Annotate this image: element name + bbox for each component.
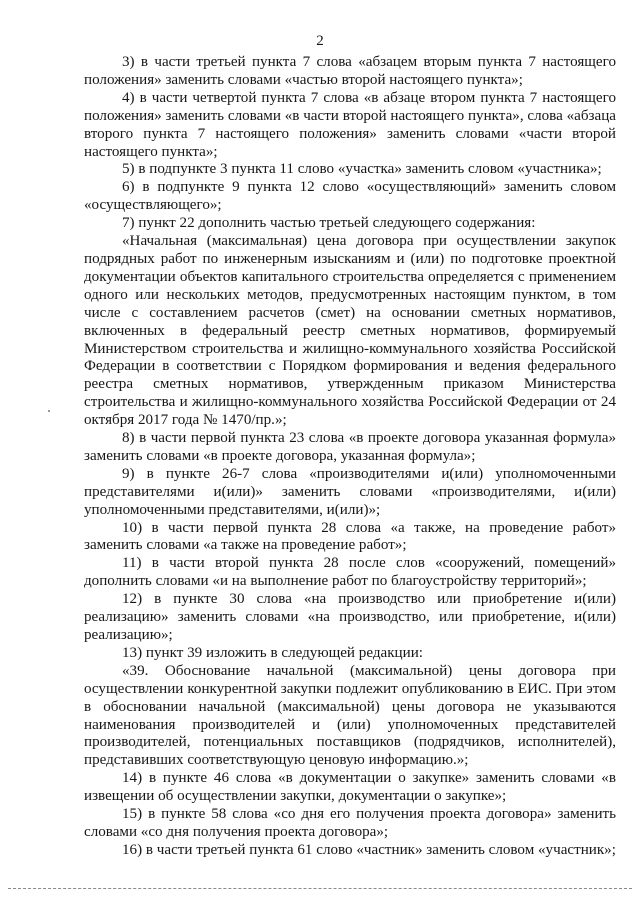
paragraph-item-9: 9) в пункте 26-7 слова «производителями и(или) уполномоченными представителями и(или)» заменить словами «производителями, и(или) уполномоченными представителями, и(или)»; [84, 465, 616, 518]
paragraph-item-6: 6) в подпункте 9 пункта 12 слово «осуществляющий» заменить словом «осуществляющего»; [84, 179, 616, 214]
paragraph-item-12: 12) в пункте 30 слова «на производство или приобретение и(или) реализацию» заменить словами «на производство, или приобретение, и(или) реализацию»; [84, 591, 616, 643]
paragraph-item-16: 16) в части третьей пункта 61 слово «частник» заменить словом «участник»; [122, 841, 616, 858]
paragraph-item-8: 8) в части первой пункта 23 слова «в проекте договора указанная формула» заменить словами «в проекте договора, указанная формула»; [84, 430, 616, 464]
paragraph-item-7: 7) пункт 22 дополнить частью третьей следующего содержания: [122, 215, 536, 232]
quoted-paragraph-39: «39. Обоснование начальной (максимальной) цены договора при осуществлении конкурентной закупки подлежит опубликованию в ЕИС. При этом в обосновании начальной (максимальной) цены договора не указываются наименования производителей и (или) уполномоченных представителей производителей, потенциальных поставщиков (подрядчиков, исполнителей), представивших соответствующую ценовую информацию.»; [84, 662, 616, 769]
document-body [84, 54, 616, 860]
bottom-dashed-rule [8, 888, 632, 889]
scan-speck [48, 410, 50, 412]
quoted-paragraph-initial-price: «Начальная (максимальная) цена договора при осуществлении закупок подрядных работ по инженерным изысканиям и (или) по подготовке проектной документации объектов капитального строительства определяется с применением одного или нескольких методов, предусмотренных настоящим пунктом, в том числе с составлением расчетов (смет) на основании сметных нормативов, включенных в федеральный реестр сметных нормативов, формируемый Министерством строительства и жилищно-коммунального хозяйства Российской Федерации в соответствии с Порядком формирования и ведения федерального реестра сметных нормативов, утвержденным приказом Министерства строительства и жилищно-коммунального хозяйства Российской Федерации от 24 октября 2017 года № 1470/пр.»; [84, 233, 616, 429]
paragraph-item-11: 11) в части второй пункта 28 после слов «сооружений, помещений» дополнить словами «и на выполнение работ по благоустройству территорий»; [84, 555, 616, 590]
paragraph-item-13: 13) пункт 39 изложить в следующей редакции: [122, 644, 423, 661]
paragraph-item-14: 14) в пункте 46 слова «в документации о закупке» заменить словами «в извещении об осуществлении закупки, документации о закупке»; [84, 770, 616, 805]
paragraph-item-4: 4) в части четвертой пункта 7 слова «в абзаце втором пункта 7 настоящего положения» заменить словами «в части второй настоящего пункта», слова «абзаца второго пункта 7 настоящего положения» заменить словами «части второй настоящего пункта»; [84, 89, 616, 160]
paragraph-item-5: 5) в подпункте 3 пункта 11 слово «участка» заменить словом «участника»; [122, 161, 602, 178]
paragraph-item-3: 3) в части третьей пункта 7 слова «абзацем вторым пункта 7 настоящего положения» заменить словами «частью второй настоящего пункта»; [84, 54, 616, 88]
page-number: 2 [316, 33, 324, 49]
paragraph-item-15: 15) в пункте 58 слова «со дня его получения проекта договора» заменить словами «со дня получения проекта договора»; [84, 806, 616, 840]
paragraph-item-10: 10) в части первой пункта 28 слова «а также, на проведение работ» заменить словами «а также на проведение работ»; [84, 519, 616, 554]
